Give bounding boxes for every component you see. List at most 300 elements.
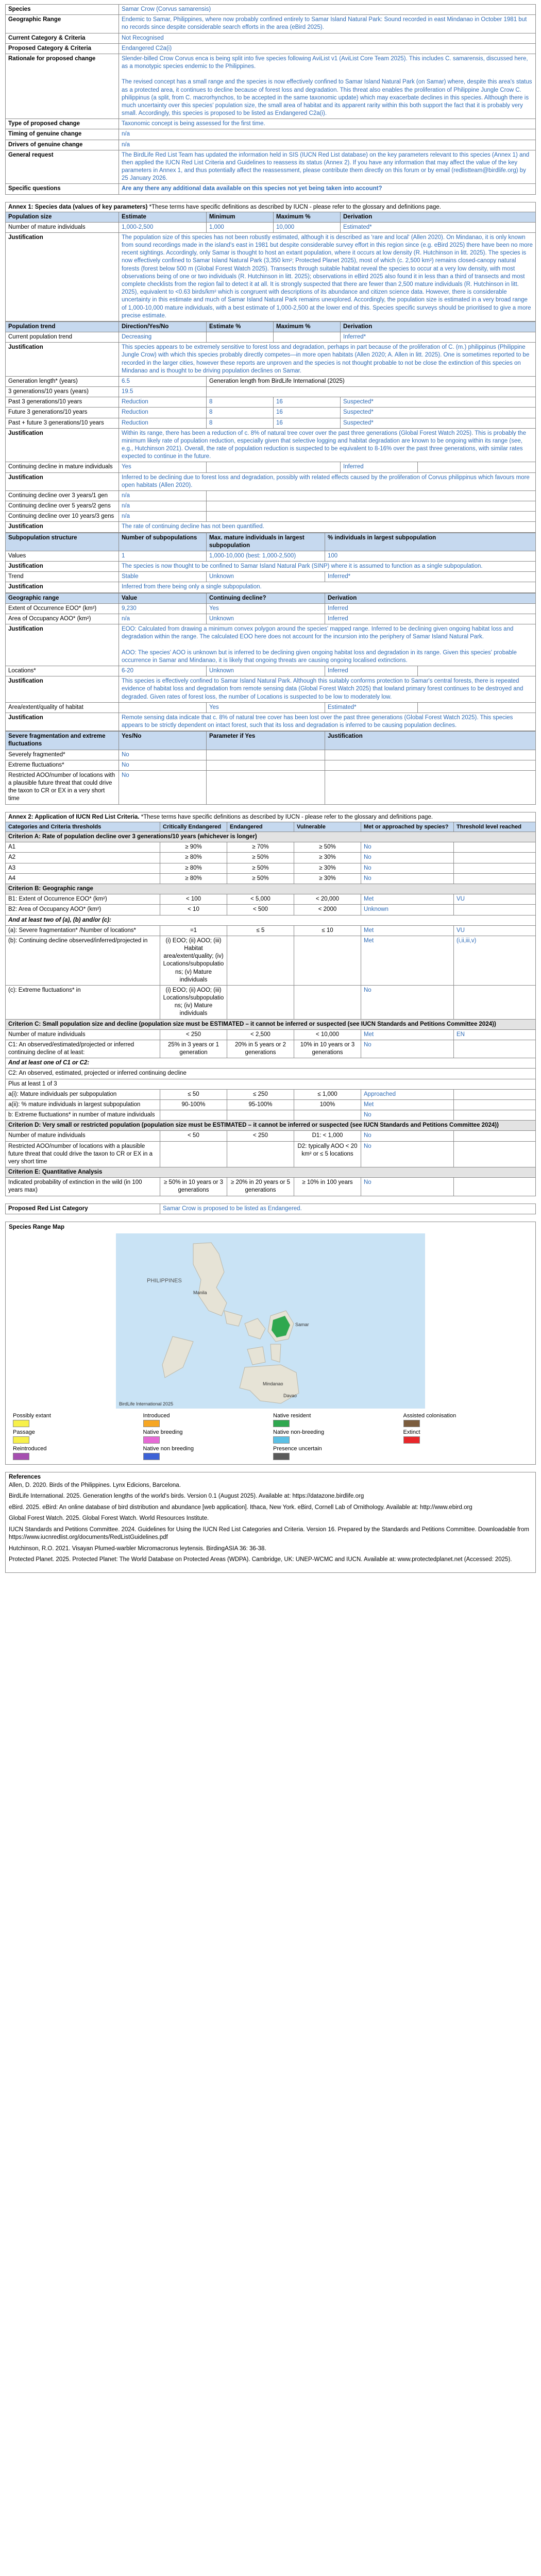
criterion-b-subrow-cell: No — [361, 985, 454, 1019]
proposed-category-value: Samar Crow is proposed to be listed as Endangered. — [160, 1204, 536, 1214]
fragmentation-header — [6, 732, 536, 750]
annex1-geographic-table — [5, 593, 536, 732]
map-credit: BirdLife International 2025 — [119, 1401, 174, 1406]
map-label-philippines: PHILIPPINES — [147, 1277, 182, 1284]
criterion-b-subrow-cell: VU — [454, 925, 536, 936]
empty-cell — [207, 512, 536, 522]
criterion-b-row-cell: < 2000 — [294, 905, 361, 915]
criterion-c-subrow-cell: Approached — [361, 1089, 454, 1099]
continuing-decline-label: Continuing decline over 3 years/1 gen — [6, 490, 119, 501]
intro-value: The BirdLife Red List Team has updated the information held in SIS (IUCN Red List database) on the key parameters relevant to this species (Annex 1) and then applied the IUCN Red List Criteria and Guidelines to reassess its status (Annex 2). If you have any information that may affect the value of the key parameters in Annex 1, and thus potentially affect the reassessment, please contribute them directly on this forum or by email (redlistteam@birdlife.org) by 25 January 2026. — [119, 150, 536, 184]
period-maximum: 16 — [274, 397, 341, 408]
annex2-title: Annex 2: Application of IUCN Red List Criteria. *These terms have specific definitions as described by IUCN - please refer to the glossary and definitions page. — [5, 812, 536, 822]
intro-value: n/a — [119, 140, 536, 150]
habitat-justification-label: Justification — [6, 713, 119, 731]
locations-decline: Unknown — [207, 666, 325, 676]
legend-item — [143, 1429, 268, 1444]
species-range-map-section — [5, 1222, 536, 1465]
column-header: Direction/Yes/No — [119, 321, 207, 332]
criterion-a-row-cell: No — [361, 853, 454, 863]
criterion-c-row-cell: C1: An observed/estimated/projected or inferred continuing decline of at least: — [6, 1040, 160, 1058]
criterion-b-row-cell: < 100 — [160, 894, 227, 905]
reference-item: Global Forest Watch. 2025. Global Forest Watch. World Resources Institute. — [9, 1515, 209, 1522]
period-maximum: 16 — [274, 418, 341, 428]
criterion-c-row-cell: Met — [361, 1029, 454, 1040]
criterion-c-subrow-cell: No — [361, 1110, 454, 1121]
locations-label: Locations* — [6, 666, 119, 676]
criterion-c-row-cell: < 2,500 — [227, 1029, 294, 1040]
annex2-body — [6, 822, 536, 1196]
criterion-a-row — [6, 842, 536, 853]
criterion-c-row-cell — [454, 1040, 536, 1058]
intro-table — [5, 4, 536, 195]
criterion-a-row-cell: ≥ 80% — [160, 853, 227, 863]
criterion-d-row-cell — [454, 1141, 536, 1167]
period-derivation: Suspected* — [341, 397, 536, 408]
legend-swatch — [143, 1453, 160, 1460]
column-header: Estimate % — [207, 321, 274, 332]
criterion-b-subrow-cell — [294, 936, 361, 985]
criterion-b-subrow-cell: (i) EOO; (ii) AOO; (iii) Locations/subpopulations; (iv) Mature individuals — [160, 985, 227, 1019]
criterion-a-row-cell: ≥ 80% — [160, 873, 227, 884]
population-justification-label: Justification — [6, 232, 119, 321]
criterion-c-subrow-cell: 100% — [294, 1099, 361, 1110]
criterion-b-and-text: And at least two of (a), (b) and/or (c): — [6, 915, 536, 925]
criterion-e-row-cell: Indicated probability of extinction in the wild (in 100 years max) — [6, 1178, 160, 1196]
legend-label: Introduced — [143, 1412, 170, 1419]
geo-justification-label: Justification — [6, 624, 119, 666]
population-row — [6, 222, 536, 232]
habitat-label: Area/extent/quality of habitat — [6, 702, 119, 713]
legend-swatch — [273, 1436, 290, 1444]
fragmentation-value: No — [119, 760, 207, 770]
period-rows — [6, 397, 536, 429]
reference-item: eBird. 2025. eBird: An online database of bird distribution and abundance [web application]. Ithaca, New York. eBird, Cornell Lab of Ornithology. Available at: http://www.ebird.org — [9, 1504, 472, 1511]
criterion-a-row-cell: ≥ 80% — [160, 863, 227, 873]
criterion-b-row-cell: Unknown — [361, 905, 454, 915]
habitat-value: Yes — [207, 702, 325, 713]
column-header: % individuals in largest subpopulation — [325, 533, 536, 551]
fragmentation-value: No — [119, 770, 207, 804]
fragmentation-label: Extreme fluctuations* — [6, 760, 119, 770]
criterion-e — [6, 1167, 536, 1178]
column-header: Severe fragmentation and extreme fluctuations — [6, 732, 119, 750]
fragmentation-row — [6, 760, 536, 770]
empty-cell — [207, 760, 325, 770]
reference-item: BirdLife International. 2025. Generation lengths of the world's birds. Version 0.1 (August 2025). Available at: https://datazone.birdlife.org — [9, 1493, 364, 1500]
period-estimate: 8 — [207, 397, 274, 408]
criterion-c-text: Criterion C: Small population size and decline (population size must be ESTIMATED – it cannot be inferred or suspected (see IUCN Standards and Petitions Committee 2024)) — [6, 1019, 536, 1029]
legend-swatch — [143, 1420, 160, 1427]
criterion-b-subrow-cell — [227, 936, 294, 985]
generation-length-note: Generation length from BirdLife International (2025) — [207, 376, 536, 386]
leyte-landmass — [270, 1344, 281, 1362]
criterion-c-subrow-cell — [160, 1110, 227, 1121]
intro-row — [6, 150, 536, 184]
criterion-a-row-cell: A2 — [6, 853, 160, 863]
legend-item — [13, 1446, 138, 1460]
intro-row — [6, 140, 536, 150]
criterion-a-row — [6, 863, 536, 873]
criterion-b-row-cell: B2: Area of Occupancy AOO* (km²) — [6, 905, 160, 915]
legend-swatch — [13, 1453, 29, 1460]
continuing-decline-justification-label: Justification — [6, 472, 119, 490]
column-header: Max. mature individuals in largest subpopulation — [207, 533, 325, 551]
three-gen-label: 3 generations/10 years (years) — [6, 387, 119, 397]
criterion-b-subrow-cell: (i) EOO; (ii) AOO; (iii) Habitat area/extent/quality; (iv) Locations/subpopulations; (v) Mature individuals — [160, 936, 227, 985]
criterion-d-row — [6, 1131, 536, 1141]
criterion-a-row-cell: No — [361, 863, 454, 873]
legend-item — [143, 1446, 268, 1460]
population-cell: 1,000 — [207, 222, 274, 232]
references-list — [9, 1482, 532, 1564]
subpopulation-trend-cell: Trend — [6, 572, 119, 582]
legend-label: Extinct — [403, 1429, 420, 1435]
criterion-d-row-cell — [227, 1141, 294, 1167]
column-header: Endangered — [227, 822, 294, 832]
column-header: Number of subpopulations — [119, 533, 207, 551]
continuing-decline-value: n/a — [119, 490, 207, 501]
continuing-decline-row — [6, 490, 536, 501]
legend-swatch — [143, 1436, 160, 1444]
criterion-a-row-cell — [454, 863, 536, 873]
criterion-c-row-cell: Number of mature individuals — [6, 1029, 160, 1040]
criterion-c-or — [6, 1058, 536, 1069]
criterion-b-subrow-cell: (a): Severe fragmentation* /Number of locations* — [6, 925, 160, 936]
criterion-d-row-cell — [454, 1131, 536, 1141]
criterion-b-row-cell — [454, 905, 536, 915]
map-legend — [9, 1409, 532, 1464]
criterion-b-row-cell: < 20,000 — [294, 894, 361, 905]
subpopulation-trend-cell: Stable — [119, 572, 207, 582]
annex2-header — [6, 822, 536, 832]
annex1-subpopulation-table — [5, 533, 536, 593]
criterion-c-subrow-cell — [454, 1089, 536, 1099]
criterion-b-row — [6, 905, 536, 915]
geographic-row — [6, 603, 536, 614]
column-header: Maximum % — [274, 212, 341, 222]
proposed-category-table — [5, 1204, 536, 1214]
legend-item — [403, 1429, 529, 1444]
criterion-d-row-cell: < 50 — [160, 1131, 227, 1141]
locations-justification: This species is effectively confined to Samar Island Natural Park. Although this suitably conforms protection to Samar's central forests, there is repeated evidence of habitat loss and degradation from remote sensing data (Global Forest Watch 2025) that lowland primary forest continues to be destroyed and degraded. Given rates of forest loss, the number of Locations is suspected to be low to moderately low. — [119, 676, 536, 703]
criterion-c-subrow-cell: 95-100% — [227, 1099, 294, 1110]
criterion-c-row-cell: < 10,000 — [294, 1029, 361, 1040]
criterion-a-row-cell: No — [361, 873, 454, 884]
criterion-b-row-cell: VU — [454, 894, 536, 905]
fragmentation-row — [6, 770, 536, 804]
criterion-e-row-cell: ≥ 20% in 20 years or 5 generations — [227, 1178, 294, 1196]
intro-label: Current Category & Criteria — [6, 33, 119, 43]
intro-label: Rationale for proposed change — [6, 54, 119, 118]
range-map — [116, 1233, 425, 1409]
legend-label: Presence uncertain — [273, 1445, 322, 1452]
map-title: Species Range Map — [9, 1224, 65, 1230]
criterion-a-row-cell: ≥ 30% — [294, 863, 361, 873]
empty-cell — [207, 750, 325, 760]
continuing-decline-value: n/a — [119, 512, 207, 522]
column-header: Continuing decline? — [207, 593, 325, 603]
continuing-decline-label: Continuing decline over 10 years/3 gens — [6, 512, 119, 522]
intro-row — [6, 15, 536, 33]
population-cell: Estimated* — [341, 222, 536, 232]
trend-justification-label: Justification — [6, 343, 119, 377]
criterion-c-subrow-cell — [294, 1110, 361, 1121]
column-header: Parameter if Yes — [207, 732, 325, 750]
intro-value: Taxonomic concept is being assessed for the first time. — [119, 119, 536, 129]
trend-cell: Current population trend — [6, 332, 119, 343]
intro-row — [6, 43, 536, 54]
period-estimate: 8 — [207, 408, 274, 418]
criterion-c-subrow-cell: ≤ 50 — [160, 1089, 227, 1099]
criterion-b-row-cell: B1: Extent of Occurrence EOO* (km²) — [6, 894, 160, 905]
intro-label: General request — [6, 150, 119, 184]
intro-label: Type of proposed change — [6, 119, 119, 129]
period-direction: Reduction — [119, 408, 207, 418]
subpopulation-cell: Values — [6, 551, 119, 561]
subpop-justification: The species is now thought to be confined to Samar Island Natural Park (SINP) where it is assumed to function as a single subpopulation. — [119, 562, 536, 572]
subpopulation-cell: 1 — [119, 551, 207, 561]
references-title: References — [9, 1473, 41, 1480]
range-map-svg — [116, 1233, 425, 1409]
column-header: Critically Endangered — [160, 822, 227, 832]
criterion-c-row-cell: EN — [454, 1029, 536, 1040]
map-label-samar: Samar — [295, 1321, 309, 1327]
criterion-d-row-cell: Restricted AOO/number of locations with a plausible future threat that could drive the taxon to CR or EX in a very short time — [6, 1141, 160, 1167]
period-label: Past + future 3 generations/10 years — [6, 418, 119, 428]
legend-label: Native non-breeding — [273, 1429, 325, 1435]
trend-cell — [207, 332, 274, 343]
period-label: Past 3 generations/10 years — [6, 397, 119, 408]
map-label-manila: Manila — [193, 1290, 207, 1295]
locations-derivation: Inferred — [325, 666, 418, 676]
criterion-b-row — [6, 894, 536, 905]
criterion-b-row-cell: < 5,000 — [227, 894, 294, 905]
continuing-decline-derivation: Inferred — [341, 462, 418, 472]
empty-cell — [207, 770, 325, 804]
trend-cell — [274, 332, 341, 343]
criterion-c-subrow-cell — [454, 1110, 536, 1121]
subpopulation-cell: 1,000-10,000 (best: 1,000-2,500) — [207, 551, 325, 561]
subpop-trend-justification: Inferred from there being only a single subpopulation. — [119, 582, 536, 592]
period-row — [6, 397, 536, 408]
empty-cell — [325, 760, 536, 770]
legend-label: Native breeding — [143, 1429, 183, 1435]
legend-label: Assisted colonisation — [403, 1412, 457, 1419]
criterion-e-row-cell: ≥ 10% in 100 years — [294, 1178, 361, 1196]
population-justification: The population size of this species has not been robustly estimated, although it is described as 'rare and local' (Allen 2020). On Mindanao, it is only known from sound recordings made in the island's east in 1981 but despite considerable survey effort in this region since (e.g. eBird 2025) there have been no more recent sightings. Accordingly, only Samar is thought to host an extant population, where it occurs at low density (R. Hutchinson in litt. 2025). The species is now effectively confined to Samar Island Natural Park (3,350 km²; Protected Planet 2025), most of which (c. 2,500 km²) remains closed-canopy natural forests (forest below 500 m (Global Forest Watch 2025). Transects through suitable habitat reveal the species to occur at a very low density, with most observations being of one or two individuals (R. Hutchinson in litt. 2025); observations in eBird 2025 also found it in less than a third of transects and most complete checklists from the region fail to detect it at all. It is strongly suspected that there are fewer than 2,500 mature individuals (R. Hutchinson in litt. 2025), equivalent to <0.63 birds/km² which is congruent with descriptions of its abundance and citizen science data. However, there is considerable uncertainty in this estimate and much of Samar Island Natural Park remains unexplored. Accordingly, the population size is estimated in a very broad range of 1,000-10,000 mature individuals, with a best estimate of 1,000-2,500 at the lower end of this. Species specific surveys should be prioritised to give a more precise estimate. — [119, 232, 536, 321]
criterion-c-plus-text: Plus at least 1 of 3 — [6, 1079, 536, 1089]
criterion-c-plus — [6, 1079, 536, 1089]
criterion-c-row-cell: No — [361, 1040, 454, 1058]
trend-header — [6, 321, 536, 332]
population-header — [6, 212, 536, 222]
geographic-value: 9,230 — [119, 603, 207, 614]
criterion-c2-line-text: C2: An observed, estimated, projected or inferred continuing decline — [6, 1069, 536, 1079]
criterion-a-row-cell: No — [361, 842, 454, 853]
criterion-b-row-cell: < 500 — [227, 905, 294, 915]
subpopulation-values — [6, 551, 536, 561]
geo-justification: EOO: Calculated from drawing a minimum convex polygon around the species' mapped range. Inferred to be declining given ongoing habitat loss and degradation within the range. The calculated EOO here does not account for the incursion into the periphery of Samar Island Natural Park. AOO: The species' AOO is unknown but is inferred to be declining given ongoing habitat loss and degradation in its range. Given this species' probable occurrence in Samar and Mindanao, it is likely that ongoing threats are causing ongoing localised extinctions. — [119, 624, 536, 666]
criterion-a-row-cell: ≥ 50% — [227, 863, 294, 873]
continuing-decline-value: n/a — [119, 501, 207, 512]
criterion-c-row — [6, 1029, 536, 1040]
legend-label: Native resident — [273, 1412, 311, 1419]
geographic-row — [6, 614, 536, 624]
criterion-a — [6, 832, 536, 842]
intro-value: Are any there any additional data available on this species not yet being taken into account? — [119, 184, 536, 194]
legend-label: Native non breeding — [143, 1445, 194, 1452]
criterion-d-row-cell: Number of mature individuals — [6, 1131, 160, 1141]
intro-value: Endangered C2a(i) — [119, 43, 536, 54]
geographic-derivation: Inferred — [325, 614, 536, 624]
reference-item: IUCN Standards and Petitions Committee. 2024. Guidelines for Using the IUCN Red List Categories and Criteria. Version 16. Prepared by the Standards and Petitions Committee. Downloadable from https://www.iucnredlist.org/documents/RedListGuidelines.pdf — [9, 1526, 529, 1541]
intro-row — [6, 54, 536, 118]
trend-cell: Inferred* — [341, 332, 536, 343]
reference-item: Allen, D. 2020. Birds of the Philippines. Lynx Edicions, Barcelona. — [9, 1482, 181, 1488]
population-cell: 10,000 — [274, 222, 341, 232]
intro-row — [6, 119, 536, 129]
period-row — [6, 408, 536, 418]
fragmentation-value: No — [119, 750, 207, 760]
column-header: Geographic range — [6, 593, 119, 603]
trend-justification: This species appears to be extremely sensitive to forest loss and degradation, perhaps in part because of the proliferation of C. (m.) philippinus (Philippine Jungle Crow) with which this species probably directly competes—in more open habitats (Allen 2020; A. Allen in litt. 2025). One is sometimes reported to be recorded in the larger cities, however these reports are unproven and the species is not thought probable to not be close the extinction of this species on Mindanao and is thought to be driving population declines on Samar. — [119, 343, 536, 377]
subpopulation-trend-cell: Unknown — [207, 572, 325, 582]
criterion-b-row-cell: < 10 — [160, 905, 227, 915]
geographic-header — [6, 593, 536, 603]
criterion-b-subrow-cell — [294, 985, 361, 1019]
geographic-rows — [6, 603, 536, 624]
legend-swatch — [13, 1420, 29, 1427]
criterion-b-subrow-cell: (i,ii,iii,v) — [454, 936, 536, 985]
column-header: Value — [119, 593, 207, 603]
criterion-a-row — [6, 853, 536, 863]
criterion-d-row — [6, 1141, 536, 1167]
legend-swatch — [273, 1453, 290, 1460]
criterion-e-row-cell: No — [361, 1178, 454, 1196]
criterion-b-and — [6, 915, 536, 925]
criterion-c-subrow-cell — [454, 1099, 536, 1110]
criterion-c-subrow-cell: b: Extreme fluctuations* in number of mature individuals — [6, 1110, 160, 1121]
intro-value: n/a — [119, 129, 536, 140]
legend-item — [13, 1413, 138, 1427]
criterion-e-row-cell: ≥ 50% in 10 years or 3 generations — [160, 1178, 227, 1196]
intro-row — [6, 33, 536, 43]
criterion-d-row-cell: No — [361, 1141, 454, 1167]
continuing-decline-label: Continuing decline over 5 years/2 gens — [6, 501, 119, 512]
continuing-decline-label: Continuing decline in mature individuals — [6, 462, 119, 472]
annex1-title: Annex 1: Species data (values of key parameters) *These terms have specific definitions as described by IUCN - please refer to the glossary and definitions page. — [5, 202, 536, 212]
period-label: Future 3 generations/10 years — [6, 408, 119, 418]
population-cell: Number of mature individuals — [6, 222, 119, 232]
criterion-b-subrow-cell: (c): Extreme fluctuations* in — [6, 985, 160, 1019]
criterion-e-text: Criterion E: Quantitative Analysis — [6, 1167, 536, 1178]
criterion-a-row-cell — [454, 873, 536, 884]
criterion-c2-line — [6, 1069, 536, 1079]
criterion-a-row-cell: ≥ 30% — [294, 873, 361, 884]
column-header: Categories and Criteria thresholds — [6, 822, 160, 832]
criterion-a-row-cell: A4 — [6, 873, 160, 884]
column-header: Population size — [6, 212, 119, 222]
generation-length-label: Generation length* (years) — [6, 376, 119, 386]
intro-value: Not Recognised — [119, 33, 536, 43]
column-header: Derivation — [325, 593, 536, 603]
period-maximum: 16 — [274, 408, 341, 418]
criterion-c-row — [6, 1040, 536, 1058]
legend-label: Passage — [13, 1429, 35, 1435]
criterion-a-row-cell: A3 — [6, 863, 160, 873]
intro-label: Geographic Range — [6, 15, 119, 33]
empty-cell — [207, 501, 536, 512]
criterion-c-subrow — [6, 1089, 536, 1099]
geographic-label: Area of Occupancy AOO* (km²) — [6, 614, 119, 624]
trend-row — [6, 332, 536, 343]
legend-item — [13, 1429, 138, 1444]
legend-swatch — [403, 1420, 420, 1427]
column-header: Minimum — [207, 212, 274, 222]
legend-swatch — [403, 1436, 420, 1444]
fragmentation-rows — [6, 750, 536, 804]
three-gen-value: 19.5 — [119, 387, 207, 397]
locations-justification-label: Justification — [6, 676, 119, 703]
references-section — [5, 1472, 536, 1573]
locations-value: 6-20 — [119, 666, 207, 676]
period-justification: Within its range, there has been a reduction of c. 8% of natural tree cover over the past three generations (Global Forest Watch 2025). This is probably the minimum likely rate of population reduction, especially given that selective logging and habitat degradation are known to be ongoing within its range (see, e.g., Hutchinson 2021). Overall, the rate of population reduction is suspected to be equivalent to 8-16% over the past three generations, with similar rates expected to continue in the future. — [119, 428, 536, 462]
subpop-trend-justification-label: Justification — [6, 582, 119, 592]
criterion-c-subrow — [6, 1110, 536, 1121]
period-derivation: Suspected* — [341, 408, 536, 418]
cont-rows-justification: The rate of continuing decline has not been quantified. — [119, 522, 536, 532]
period-justification-label: Justification — [6, 428, 119, 462]
criterion-e-row-cell — [454, 1178, 536, 1196]
criterion-b-row-cell: Met — [361, 894, 454, 905]
column-header: Population trend — [6, 321, 119, 332]
intro-value: Slender-billed Crow Corvus enca is being split into five species following AviList v1 (AviList Core Team 2025). This includes C. samarensis, discussed here, as a monotypic species endemic to the Philippines. The revised concept has a small range and the species is now effectively confined to Samar Island Natural Park (on Samar) where, despite this area's status as a protected area, it continues to decline because of forest loss and degradation. This threat also enables the proliferation of Philippine Jungle Crow C. philippinus (a split, from C. macrorhynchos, to be accepted in the same taxonomic update) which may exacerbate declines in this species. Although there is much uncertainty over this species' population size, the small area of habitat and its apparent rarity within this both support the fact that it is probably very small. Accordingly, this species is proposed to be listed as Endangered C2a(i). — [119, 54, 536, 118]
legend-item — [403, 1446, 529, 1460]
geographic-decline: Yes — [207, 603, 325, 614]
criterion-b-text: Criterion B: Geographic range — [6, 884, 536, 894]
reference-item: Protected Planet. 2025. Protected Planet: The World Database on Protected Areas (WDPA). Cambridge, UK: UNEP-WCMC and IUCN. Available at: www.protectedplanet.net (Accessed: 2025). — [9, 1556, 512, 1563]
criterion-a-row-cell: A1 — [6, 842, 160, 853]
criterion-d-row-cell: D1: < 1,000 — [294, 1131, 361, 1141]
criterion-c-row-cell: < 250 — [160, 1029, 227, 1040]
empty-cell — [325, 770, 536, 804]
criterion-c-subrow-cell: 90-100% — [160, 1099, 227, 1110]
column-header: Threshold level reached — [454, 822, 536, 832]
criterion-d-row-cell: < 250 — [227, 1131, 294, 1141]
factsheet — [5, 0, 536, 1573]
intro-label: Specific questions — [6, 184, 119, 194]
criterion-b-subrow-cell: (b): Continuing decline observed/inferred/projected in — [6, 936, 160, 985]
criterion-c-subrow-cell: a(i): Mature individuals per subpopulation — [6, 1089, 160, 1099]
column-header: Yes/No — [119, 732, 207, 750]
column-header: Derivation — [341, 321, 536, 332]
intro-body — [6, 5, 536, 195]
legend-item — [143, 1413, 268, 1427]
empty-cell — [325, 750, 536, 760]
criterion-a-row-cell: ≥ 30% — [294, 853, 361, 863]
period-direction: Reduction — [119, 397, 207, 408]
geographic-value: n/a — [119, 614, 207, 624]
column-header: Derivation — [341, 212, 536, 222]
criterion-c-subrow-cell — [227, 1110, 294, 1121]
criterion-d-row-cell: No — [361, 1131, 454, 1141]
legend-item — [273, 1446, 398, 1460]
criterion-a-row-cell: ≥ 70% — [227, 842, 294, 853]
fragmentation-label: Severely fragmented* — [6, 750, 119, 760]
criterion-c-row-cell: 10% in 10 years or 3 generations — [294, 1040, 361, 1058]
criterion-b-subrow — [6, 985, 536, 1019]
